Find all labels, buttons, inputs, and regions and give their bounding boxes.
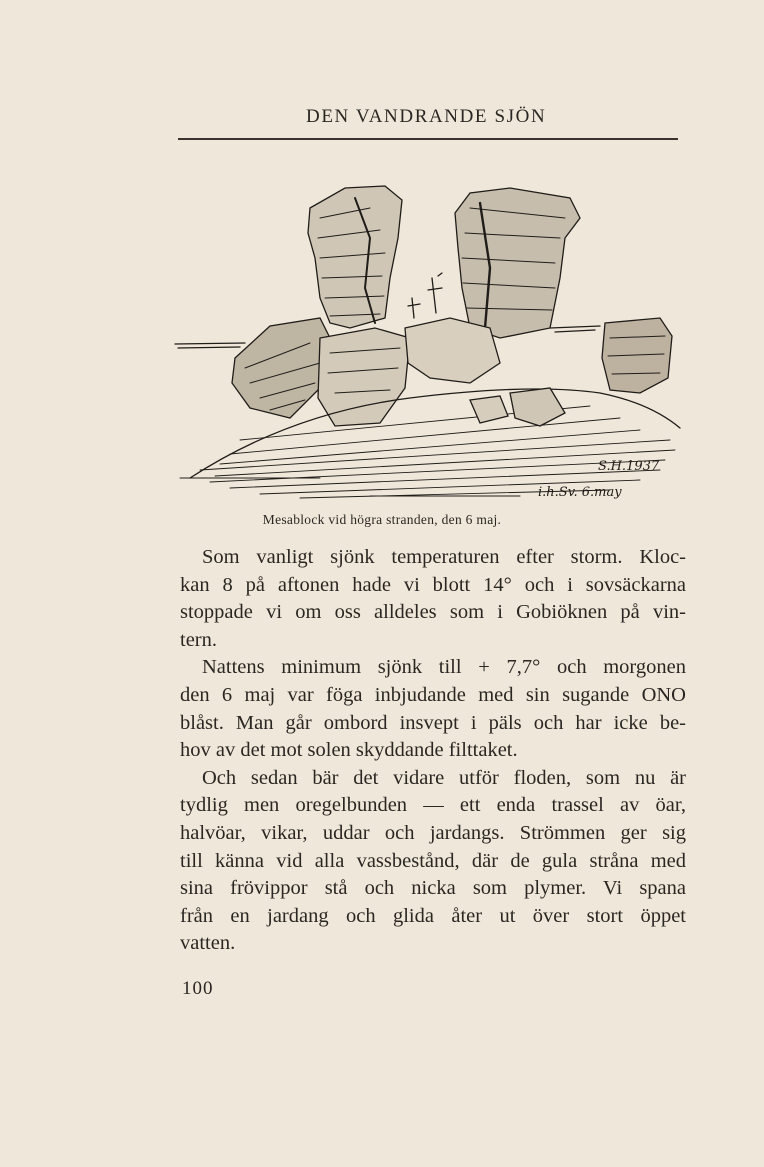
text-line: sina frövippor stå och nicka som plymer. Vi spana [180,877,686,900]
text-line: kan 8 på aftonen hade vi blott 14° och i sovsäckarna [180,573,686,596]
text-line: Som vanligt sjönk temperaturen efter storm. Kloc- [202,546,686,568]
figure-caption: Mesablock vid högra stranden, den 6 maj. [262,512,502,527]
illustration-signature-top: S.H.1937 [598,459,660,474]
text-line: Och sedan bär det vidare utför floden, som nu är [202,766,686,789]
text-line: blåst. Man går ombord insvept i päls och har icke be- [180,711,686,734]
text-line: till känna vid alla vassbestånd, där de gula stråna med [180,849,686,872]
text-line: den 6 maj var föga inbjudande med sin sugande ONO [180,683,686,706]
header-rule [178,138,678,140]
text-line: stoppade vi om oss alldeles som i Gobiöknen på vin- [180,601,686,624]
running-header: DEN VANDRANDE SJÖN [306,106,547,127]
illustration-signature-bottom: i.h.Sv. 6.may [538,485,622,500]
body-text [180,544,686,958]
text-line: från en jardang och glida åter ut över stort öppet [180,904,686,927]
text-line: hov av det mot solen skyddande filttaket. [180,739,518,762]
rock-formations-sketch-icon [170,178,685,508]
text-line: tern. [180,628,217,651]
text-line: vatten. [180,932,236,955]
text-line: Nattens minimum sjönk till + 7,7° och morgonen [202,656,686,679]
text-line: tydlig men oregelbunden — ett enda trassel av öar, [180,794,686,817]
page-number: 100 [182,978,214,999]
text-line: halvöar, vikar, uddar och jardangs. Strömmen ger sig [180,821,686,844]
